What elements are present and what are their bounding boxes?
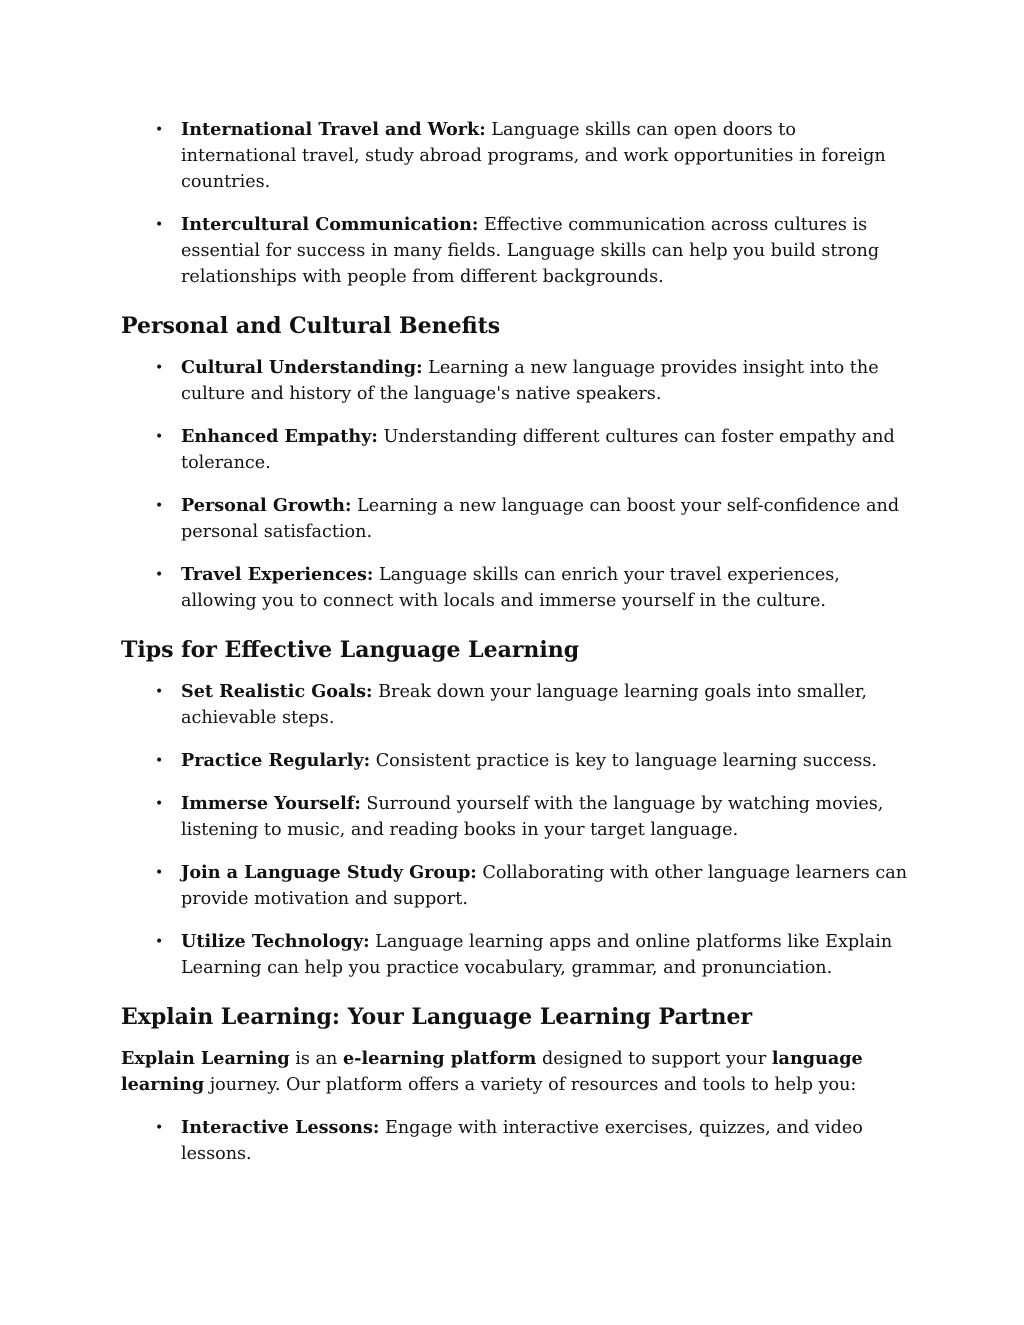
- item-title: Set Realistic Goals:: [181, 681, 373, 702]
- bullet-list: [121, 117, 911, 290]
- bullet-icon: •: [155, 934, 164, 950]
- item-text: Collaborating with other language learners can provide motivation and support.: [181, 863, 908, 909]
- list-item: [121, 355, 911, 407]
- bullet-icon: •: [155, 1120, 164, 1136]
- item-title: Enhanced Empathy:: [181, 426, 378, 447]
- bullet-list: [121, 1115, 911, 1167]
- bullet-icon: •: [155, 567, 164, 583]
- bullet-icon: •: [155, 796, 164, 812]
- bullet-list: [121, 679, 911, 981]
- item-title: Join a Language Study Group:: [181, 862, 477, 883]
- item-text: Language skills can enrich your travel experiences, allowing you to connect with locals and immerse yourself in the culture.: [181, 565, 840, 611]
- section-heading: Explain Learning: Your Language Learning Partner: [121, 1004, 753, 1030]
- item-text: Learning a new language can boost your self-confidence and personal satisfaction.: [181, 496, 900, 542]
- section-heading: Tips for Effective Language Learning: [121, 637, 580, 663]
- item-title: Practice Regularly:: [181, 750, 371, 771]
- item-text: Understanding different cultures can foster empathy and tolerance.: [181, 427, 895, 473]
- list-item: [121, 117, 911, 195]
- item-text: Effective communication across cultures is essential for success in many fields. Language skills can help you build strong relationships with people from different backgrounds.: [181, 215, 880, 287]
- item-title: Personal Growth:: [181, 495, 352, 516]
- item-title: Cultural Understanding:: [181, 357, 423, 378]
- item-title: Intercultural Communication:: [181, 214, 479, 235]
- item-text: Language skills can open doors to international travel, study abroad programs, and work opportunities in foreign countries.: [181, 120, 886, 192]
- list-item: [121, 493, 911, 545]
- bullet-icon: •: [155, 122, 164, 138]
- list-item: [121, 212, 911, 290]
- item-title: Utilize Technology:: [181, 931, 370, 952]
- list-item: [121, 860, 911, 912]
- item-text: Consistent practice is key to language learning success.: [370, 751, 877, 771]
- item-text: Break down your language learning goals into smaller, achievable steps.: [181, 682, 867, 728]
- item-title: Travel Experiences:: [181, 564, 374, 585]
- list-item: • Interactive Lessons: Engage with interactive exercises, quizzes, and video lessons.: [155, 1117, 863, 1164]
- bullet-icon: •: [155, 429, 164, 445]
- list-item: [121, 929, 911, 981]
- bullet-icon: •: [155, 753, 164, 769]
- document-page: [121, 117, 911, 1184]
- list-item: [121, 562, 911, 614]
- section-heading: Personal and Cultural Benefits: [121, 313, 501, 339]
- bullet-icon: •: [155, 360, 164, 376]
- bullet-icon: •: [155, 217, 164, 233]
- list-item: [121, 679, 911, 731]
- item-text: Language learning apps and online platforms like Explain Learning can help you practice vocabulary, grammar, and pronunciation.: [181, 932, 893, 978]
- bullet-icon: •: [155, 498, 164, 514]
- item-text: Learning a new language provides insight into the culture and history of the language's native speakers.: [181, 358, 879, 404]
- bullet-list: [121, 355, 911, 614]
- item-text: Surround yourself with the language by watching movies, listening to music, and reading books in your target language.: [181, 794, 884, 840]
- bullet-icon: •: [155, 684, 164, 700]
- list-item: [121, 791, 911, 843]
- partner-section: [121, 998, 911, 1167]
- intro-paragraph: Explain Learning is an e-learning platform designed to support your language learning journey. Our platform offers a variety of resources and tools to help you:: [121, 1048, 863, 1095]
- list-item: [121, 748, 911, 774]
- list-item: [121, 424, 911, 476]
- bullet-icon: •: [155, 865, 164, 881]
- item-title: Immerse Yourself:: [181, 793, 361, 814]
- item-title: International Travel and Work:: [181, 119, 486, 140]
